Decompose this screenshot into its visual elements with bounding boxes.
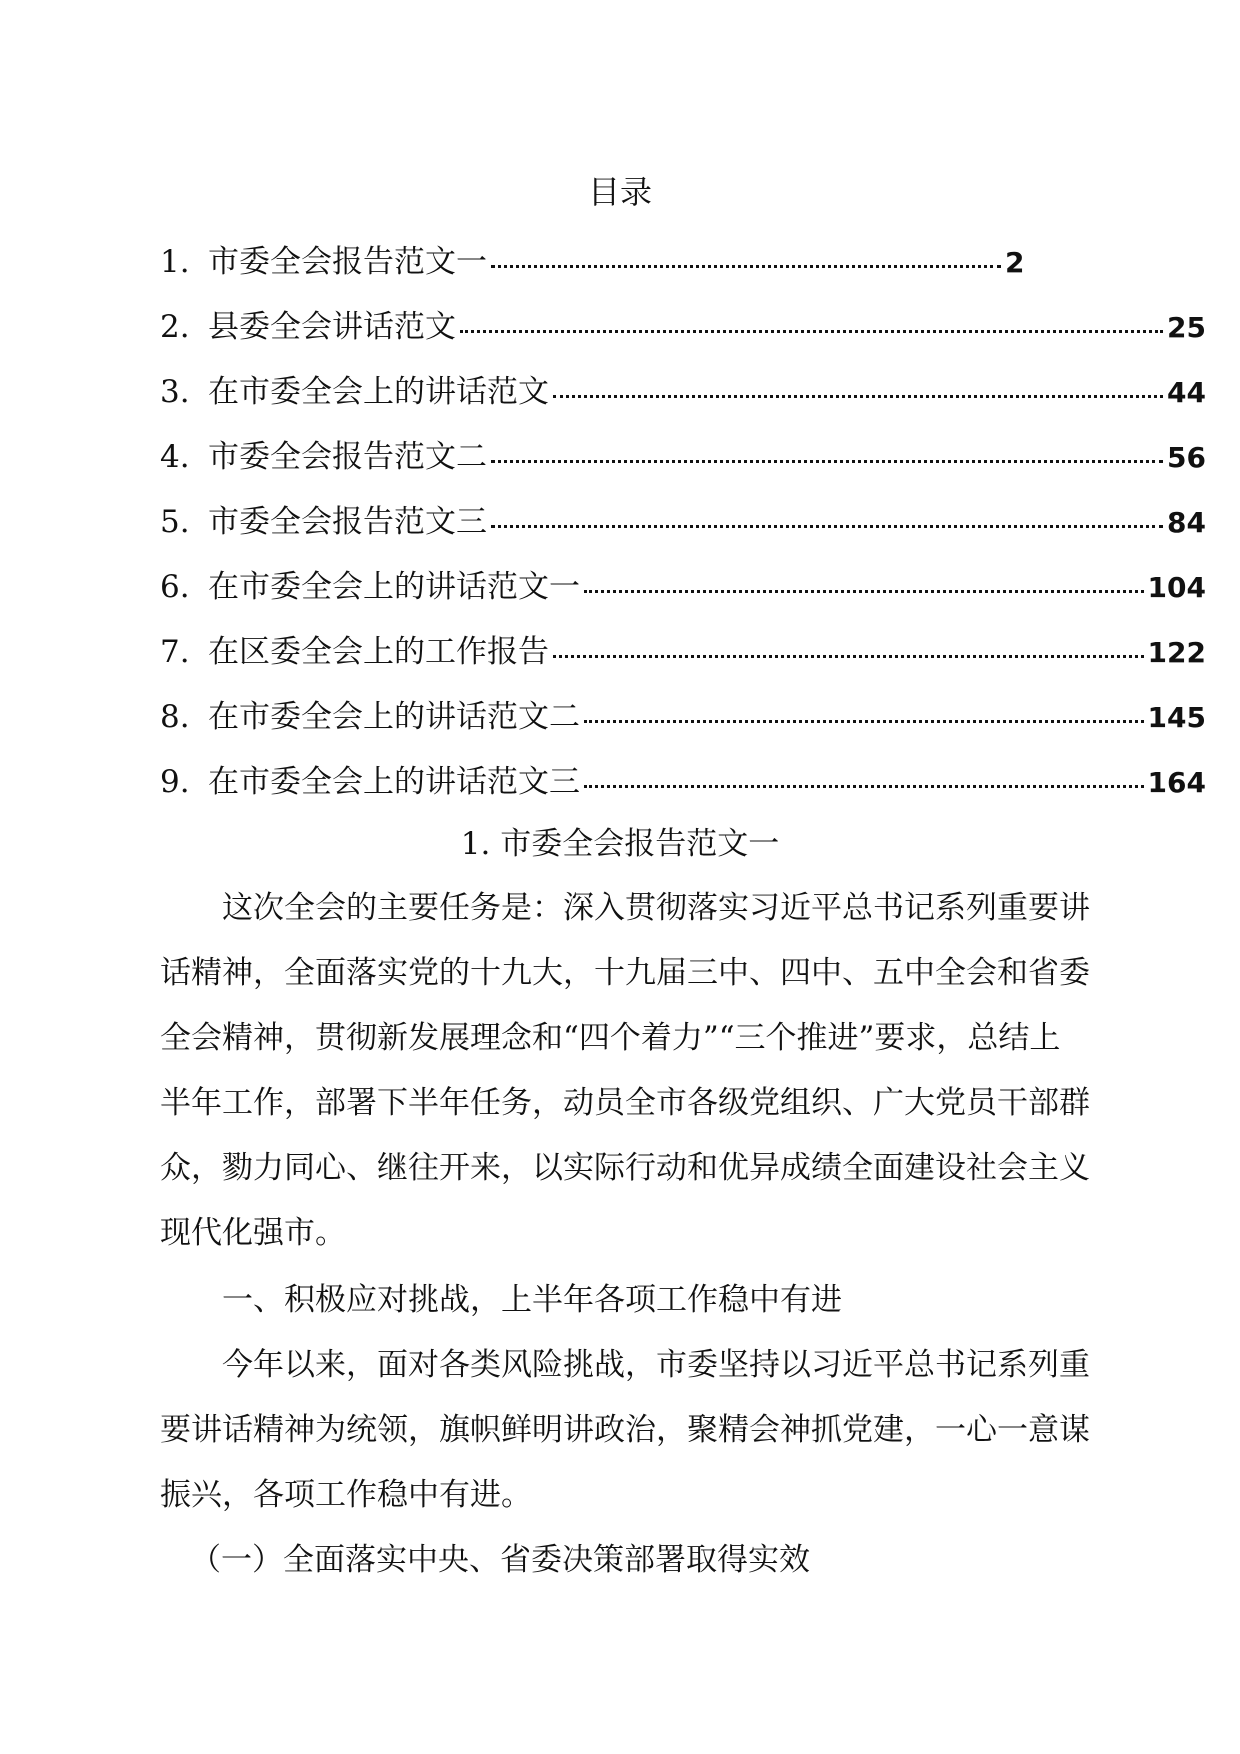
toc-item[interactable] xyxy=(160,307,1206,372)
body-paragraph: 这次全会的主要任务是：深入贯彻落实习近平总书记系列重要讲话精神，全面落实党的十九大，十九届三中、四中、五中全会和省委全会精神，贯彻新发展理念和“四个着力”“三个推进”要求，总结上半年工作，部署下半年任务，动员全市各级党组织、广大党员干部群众，勠力同心、继往开来，以实际行动和优异成绩全面建设社会主义现代化强市。 xyxy=(160,890,1090,1251)
toc-item[interactable] xyxy=(160,762,1206,827)
toc-list xyxy=(160,242,1206,827)
toc-item-title: 市委全会报告范文一 xyxy=(208,244,487,280)
toc-item-page: 25 xyxy=(1167,311,1206,344)
toc-item-title: 市委全会报告范文二 xyxy=(208,439,487,475)
toc-item-title: 在区委全会上的工作报告 xyxy=(208,634,549,670)
toc-leader-dots xyxy=(491,460,1163,463)
toc-item-number: 4. xyxy=(160,439,190,475)
toc-item-title: 市委全会报告范文三 xyxy=(208,504,487,540)
section-heading: 1. 市委全会报告范文一 xyxy=(460,826,780,862)
toc-leader-dots xyxy=(460,330,1163,333)
toc-leader-dots xyxy=(491,525,1163,528)
subsection-heading: 一、积极应对挑战，上半年各项工作稳中有进 xyxy=(222,1282,842,1318)
toc-leader-dots xyxy=(553,655,1144,658)
toc-item-number: 1. xyxy=(160,244,190,280)
toc-item-page: 122 xyxy=(1147,636,1206,669)
toc-item-title: 在市委全会上的讲话范文一 xyxy=(208,569,580,605)
toc-item-page: 44 xyxy=(1167,376,1206,409)
toc-item[interactable] xyxy=(160,437,1206,502)
subsection-heading: （一）全面落实中央、省委决策部署取得实效 xyxy=(190,1542,810,1578)
toc-item-title: 县委全会讲话范文 xyxy=(208,309,456,345)
toc-item-page: 104 xyxy=(1147,571,1206,604)
toc-item[interactable] xyxy=(160,242,1206,307)
toc-item-title: 在市委全会上的讲话范文三 xyxy=(208,764,580,800)
toc-item-page: 2 xyxy=(1005,246,1025,279)
toc-item-page: 84 xyxy=(1167,506,1206,539)
toc-leader-dots xyxy=(491,265,1001,268)
toc-item-page: 56 xyxy=(1167,441,1206,474)
body-paragraph: 今年以来，面对各类风险挑战，市委坚持以习近平总书记系列重要讲话精神为统领，旗帜鲜明讲政治，聚精会神抓党建，一心一意谋振兴，各项工作稳中有进。 xyxy=(160,1347,1090,1513)
toc-item-number: 2. xyxy=(160,309,190,345)
toc-item[interactable] xyxy=(160,632,1206,697)
toc-item[interactable] xyxy=(160,372,1206,437)
toc-item-title: 在市委全会上的讲话范文 xyxy=(208,374,549,410)
toc-leader-dots xyxy=(553,395,1163,398)
toc-item[interactable] xyxy=(160,697,1206,762)
toc-item-number: 5. xyxy=(160,504,190,540)
toc-item-number: 7. xyxy=(160,634,190,670)
toc-item-number: 9. xyxy=(160,764,190,800)
toc-item-number: 8. xyxy=(160,699,190,735)
toc-item[interactable] xyxy=(160,567,1206,632)
toc-leader-dots xyxy=(584,785,1144,788)
toc-leader-dots xyxy=(584,720,1144,723)
toc-item-page: 145 xyxy=(1147,701,1206,734)
toc-item-number: 3. xyxy=(160,374,190,410)
toc-item-number: 6. xyxy=(160,569,190,605)
toc-item-page: 164 xyxy=(1147,766,1206,799)
toc-title: 目录 xyxy=(587,173,652,211)
toc-item[interactable] xyxy=(160,502,1206,567)
toc-item-title: 在市委全会上的讲话范文二 xyxy=(208,699,580,735)
toc-leader-dots xyxy=(584,590,1144,593)
